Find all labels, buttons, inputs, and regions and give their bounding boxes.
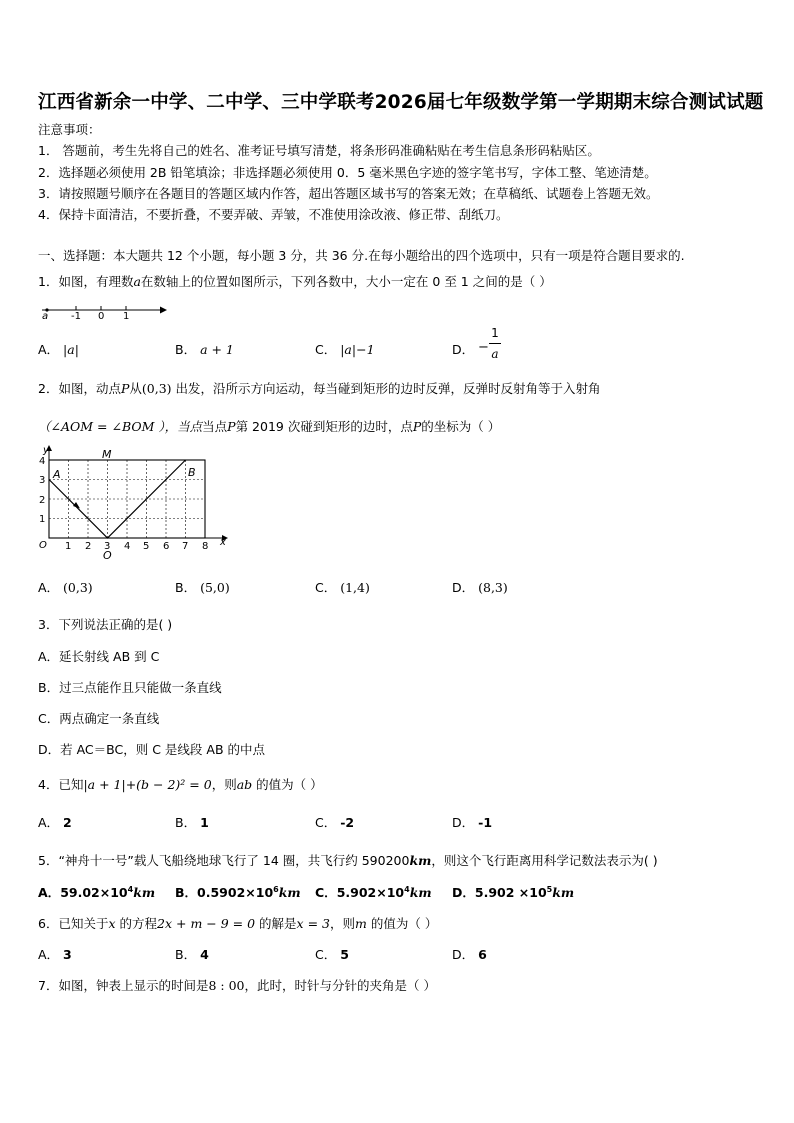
q6-option-c: C． 5: [315, 947, 349, 962]
q3-option-a: A．延长射线 AB 到 C: [38, 649, 160, 664]
question-1-stem: 1．如图，有理数a在数轴上的位置如图所示，下列各数中，大小一定在 0 至 1 之间的是（ ）: [38, 274, 552, 289]
question-2-line-1: 2．如图，动点P从(0,3) 出发，沿所示方向运动，每当碰到矩形的边时反弹，反弹时反射角等于入射角: [38, 381, 601, 396]
x-tick: 4: [124, 541, 131, 552]
q3-option-c: C．两点确定一条直线: [38, 711, 160, 726]
q6-option-b: B． 4: [175, 947, 209, 962]
question-3-stem: 3．下列说法正确的是( ): [38, 617, 173, 632]
q3-option-d: D．若 AC＝BC，则 C 是线段 AB 的中点: [38, 742, 265, 757]
q1-d-sign: −: [478, 340, 489, 355]
q5-option-b: B．$0.5902\times 10^6km$: [175, 884, 301, 900]
q1-option-d: D．: [452, 342, 475, 357]
notice-heading: 注意事项：: [38, 122, 101, 137]
q1-number-line: [38, 300, 173, 322]
q2-option-d: D． (8,3): [452, 580, 508, 595]
question-4-stem: 4．已知|a + 1|+(b − 2)² = 0，则ab 的值为（ ）: [38, 777, 323, 792]
page-title: 江西省新余一中学、二中学、三中学联考2026届七年级数学第一学期期末综合测试试题: [38, 92, 764, 113]
x-tick: 8: [202, 541, 209, 552]
x-tick: 2: [85, 541, 92, 552]
x-tick: 6: [163, 541, 170, 552]
arrow-right-icon: [160, 307, 167, 314]
question-6-stem: 6．已知关于x 的方程2x + m − 9 = 0 的解是x = 3，则m 的值为（ ）: [38, 916, 438, 931]
x-tick: 5: [143, 541, 150, 552]
tick-label: 0: [98, 311, 105, 322]
y-axis-label: y: [43, 445, 49, 456]
notice-item: 4．保持卡面清洁，不要折叠，不要弄破、弄皱，不准使用涂改液、修正带、刮纸刀。: [38, 207, 509, 222]
q1-option-c: C． |a|−1: [315, 342, 375, 357]
question-7-stem: 7．如图，钟表上显示的时间是8 : 00，此时，时针与分针的夹角是（ ）: [38, 978, 436, 993]
q6-option-a: A． 3: [38, 947, 72, 962]
notice-item: 3．请按照题号顺序在各题目的答题区域内作答，超出答题区域书写的答案无效；在草稿纸、试题卷上答题无效。: [38, 186, 659, 201]
q1-option-a: A． |a|: [38, 342, 79, 357]
fraction-numerator: 1: [491, 326, 499, 340]
q4-option-b: B． 1: [175, 815, 209, 830]
question-5-stem: 5．“神舟十一号”载人飞船绕地球飞行了 14 圈，共飞行约 590200km，则这个飞行距离用科学记数法表示为( ): [38, 853, 658, 868]
fraction-denominator: a: [491, 347, 499, 361]
x-tick: 1: [65, 541, 72, 552]
q2-option-c: C． (1,4): [315, 580, 370, 595]
point-m-label: M: [102, 448, 112, 461]
q4-option-d: D． -1: [452, 815, 493, 830]
q5-option-d: D．$5.902 \times 10^5km$: [452, 884, 575, 900]
y-tick: 1: [39, 514, 46, 525]
point-o-label: O: [103, 549, 112, 562]
tick-label: 1: [123, 311, 130, 322]
point-a-label: a: [42, 311, 49, 322]
x-tick: 7: [182, 541, 189, 552]
q6-option-d: D． 6: [452, 947, 487, 962]
x-axis-label: x: [220, 537, 226, 548]
tick-label: -1: [71, 311, 81, 322]
notice-item: 2．选择题必须使用 2B 铅笔填涂；非选择题必须使用 0．5 毫米黑色字迹的签字笔书写，字体工整、笔迹清楚。: [38, 165, 657, 180]
question-2-line-2: （∠AOM = ∠BOM ），当点当点P第 2019 次碰到矩形的边时，点P的坐标为（ ）: [38, 419, 501, 434]
point-a-label: A: [53, 468, 61, 481]
origin-label: O: [39, 540, 47, 551]
fraction-bar: [489, 343, 501, 344]
q2-option-a: A． (0,3): [38, 580, 93, 595]
q2-coordinate-graph: [36, 442, 232, 564]
y-tick: 4: [39, 456, 46, 467]
q5-option-c: C．$5.902\times 10^4km$: [315, 884, 432, 900]
q1-option-b: B． a + 1: [175, 342, 234, 357]
q2-option-b: B． (5,0): [175, 580, 230, 595]
q4-option-c: C． -2: [315, 815, 355, 830]
y-tick: 2: [39, 495, 46, 506]
q3-option-b: B．过三点能作且只能做一条直线: [38, 680, 222, 695]
y-tick: 3: [39, 475, 46, 486]
q5-option-a: A．$59.02\times 10^4km$: [38, 884, 156, 900]
section-heading: 一、选择题：本大题共 12 个小题，每小题 3 分，共 36 分.在每小题给出的四个选项中，只有一项是符合题目要求的.: [38, 248, 685, 263]
point-b-label: B: [188, 466, 196, 479]
x-tick: 3: [104, 541, 111, 552]
notice-item: 1． 答题前，考生先将自己的姓名、准考证号填写清楚，将条形码准确粘贴在考生信息条形码粘贴区。: [38, 143, 600, 158]
q4-option-a: A． 2: [38, 815, 72, 830]
